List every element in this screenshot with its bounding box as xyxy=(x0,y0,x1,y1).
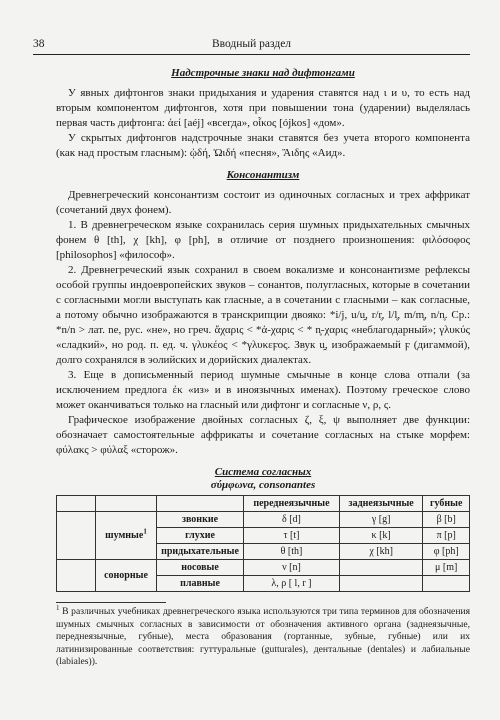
footnote-divider xyxy=(56,602,166,603)
table-caption-title: Система согласных xyxy=(214,466,312,478)
table-cell: π [p] xyxy=(423,528,470,544)
row-label: плавные xyxy=(157,576,244,592)
table-cell xyxy=(423,576,470,592)
row-group-label: шумные$^1$ xyxy=(96,512,157,560)
table-spacer-cell xyxy=(57,560,96,592)
table-header-row xyxy=(57,496,470,512)
table-cell: μ [m] xyxy=(423,560,470,576)
table-corner-cell xyxy=(96,496,157,512)
table-cell: δ [d] xyxy=(244,512,340,528)
table-cell xyxy=(339,576,422,592)
table-caption xyxy=(56,466,470,492)
column-header: заднеязычные xyxy=(339,496,422,512)
page-number: 38 xyxy=(33,38,45,50)
table-row xyxy=(57,512,470,528)
section-title: Вводный раздел xyxy=(211,38,292,50)
page-content xyxy=(56,66,470,669)
paragraph: Графическое изображение двойных согласных ζ, ξ, ψ выполняет две функции: обозначает самостоятельные аффрикаты и сочетание согласных на стыке морфем: φύλακς > φύλαξ «сторож». xyxy=(56,414,470,456)
table-cell: θ [th] xyxy=(244,544,340,560)
column-header: переднеязычные xyxy=(244,496,340,512)
spacer xyxy=(56,161,470,168)
table-cell: ν [n] xyxy=(244,560,340,576)
table-cell: κ [k] xyxy=(339,528,422,544)
row-label: носовые xyxy=(157,560,244,576)
table-cell: τ [t] xyxy=(244,528,340,544)
paragraph: 1. В древнегреческом языке сохранилась серия шумных придыхательных смычных фонем θ [th], χ [kh], φ [ph], в отличие от позднего произношения: φιλόσοφος [philosophos] «философ». xyxy=(56,219,470,261)
paragraph: У явных дифтонгов знаки придыхания и ударения ставятся над ι и υ, то есть над вторым компонентом дифтонгов, хотя при повышении тона (ударении) выделялась первая часть дифтонга: ἀεί [aéj] «всегда», οἶκος [ójkos] «дом». xyxy=(56,87,470,129)
consonant-table xyxy=(56,495,470,592)
table-corner-cell xyxy=(57,496,96,512)
table-spacer-cell xyxy=(57,512,96,560)
footnote-marker: 1 xyxy=(143,527,147,536)
row-label: придыхательные xyxy=(157,544,244,560)
table-cell: γ [g] xyxy=(339,512,422,528)
paragraph: 2. Древнегреческий язык сохранил в своем вокализме и консонантизме рефлексы особой группы индоевропейских звуков – сонантов, полугласных, которые в сочетании с согласными могли выступать как гласные, а в сочетании с гласными – как согласные, а потому обычно изображаются в транскрипции двояко: *i/j, u/u̯, r/r̥, l/l̥, m/m̥, n/n̥. Ср.: *n/n > лат. ne, рус. «не», но греч. ἄχαρις < *ἀ-χαρις < * n̥-χαρις «неблагодарный»; γλυκύς «сладкий», но род. п. ед. ч. γλυκέος < *γλυκεϝος. Звук u̯, изображаемый ϝ (дигаммой), долго сохранялся в эолийских и дорийских диалектах. xyxy=(56,264,470,366)
row-label: звонкие xyxy=(157,512,244,528)
footnote-text: В различных учебниках древнегреческого языка используются три типа терминов для обозначения шумных смычных согласных в зависимости от обозначения активного органа (заднеязычные, переднеязычные, губные), места образования (гортанные, зубные, губные) или их латинизированные соответствия: гуттуральные (gutturales), дентальные (dentales) и лабиальные (labiales)). xyxy=(56,606,470,667)
table-cell: φ [ph] xyxy=(423,544,470,560)
paragraph: 3. Еще в дописьменный период шумные смычные в конце слова отпали (за исключением предлога ἐκ «из» и в иноязычных именах). Поэтому греческое слово может оканчиваться только на гласный или дифтонг и согласные ν, ρ, ς. xyxy=(56,369,470,411)
table-cell: χ [kh] xyxy=(339,544,422,560)
footnote-mark: 1 xyxy=(56,603,60,612)
paragraph: У скрытых дифтонгов надстрочные знаки ставятся без учета второго компонента (как над простым гласным): ᾠδή, Ὠιδή «песня», Ἅιδης «Аид». xyxy=(56,132,470,159)
running-header xyxy=(33,38,470,55)
column-header: губные xyxy=(423,496,470,512)
heading-consonantism: Консонантизм xyxy=(226,169,300,181)
paragraph: Древнегреческий консонантизм состоит из одиночных согласных и трех аффрикат (сочетаний двух фонем). xyxy=(56,189,470,216)
row-group-label: сонорные xyxy=(96,560,157,592)
row-label: глухие xyxy=(157,528,244,544)
table-cell xyxy=(339,560,422,576)
heading-diacritics: Надстрочные знаки над дифтонгами xyxy=(171,67,355,79)
table-cell: β [b] xyxy=(423,512,470,528)
table-caption-subtitle: σύμφωνα, consonantes xyxy=(210,479,316,491)
table-corner-cell xyxy=(157,496,244,512)
footnote xyxy=(56,603,470,669)
table-cell: λ, ρ [ l, r ] xyxy=(244,576,340,592)
table-row xyxy=(57,560,470,576)
